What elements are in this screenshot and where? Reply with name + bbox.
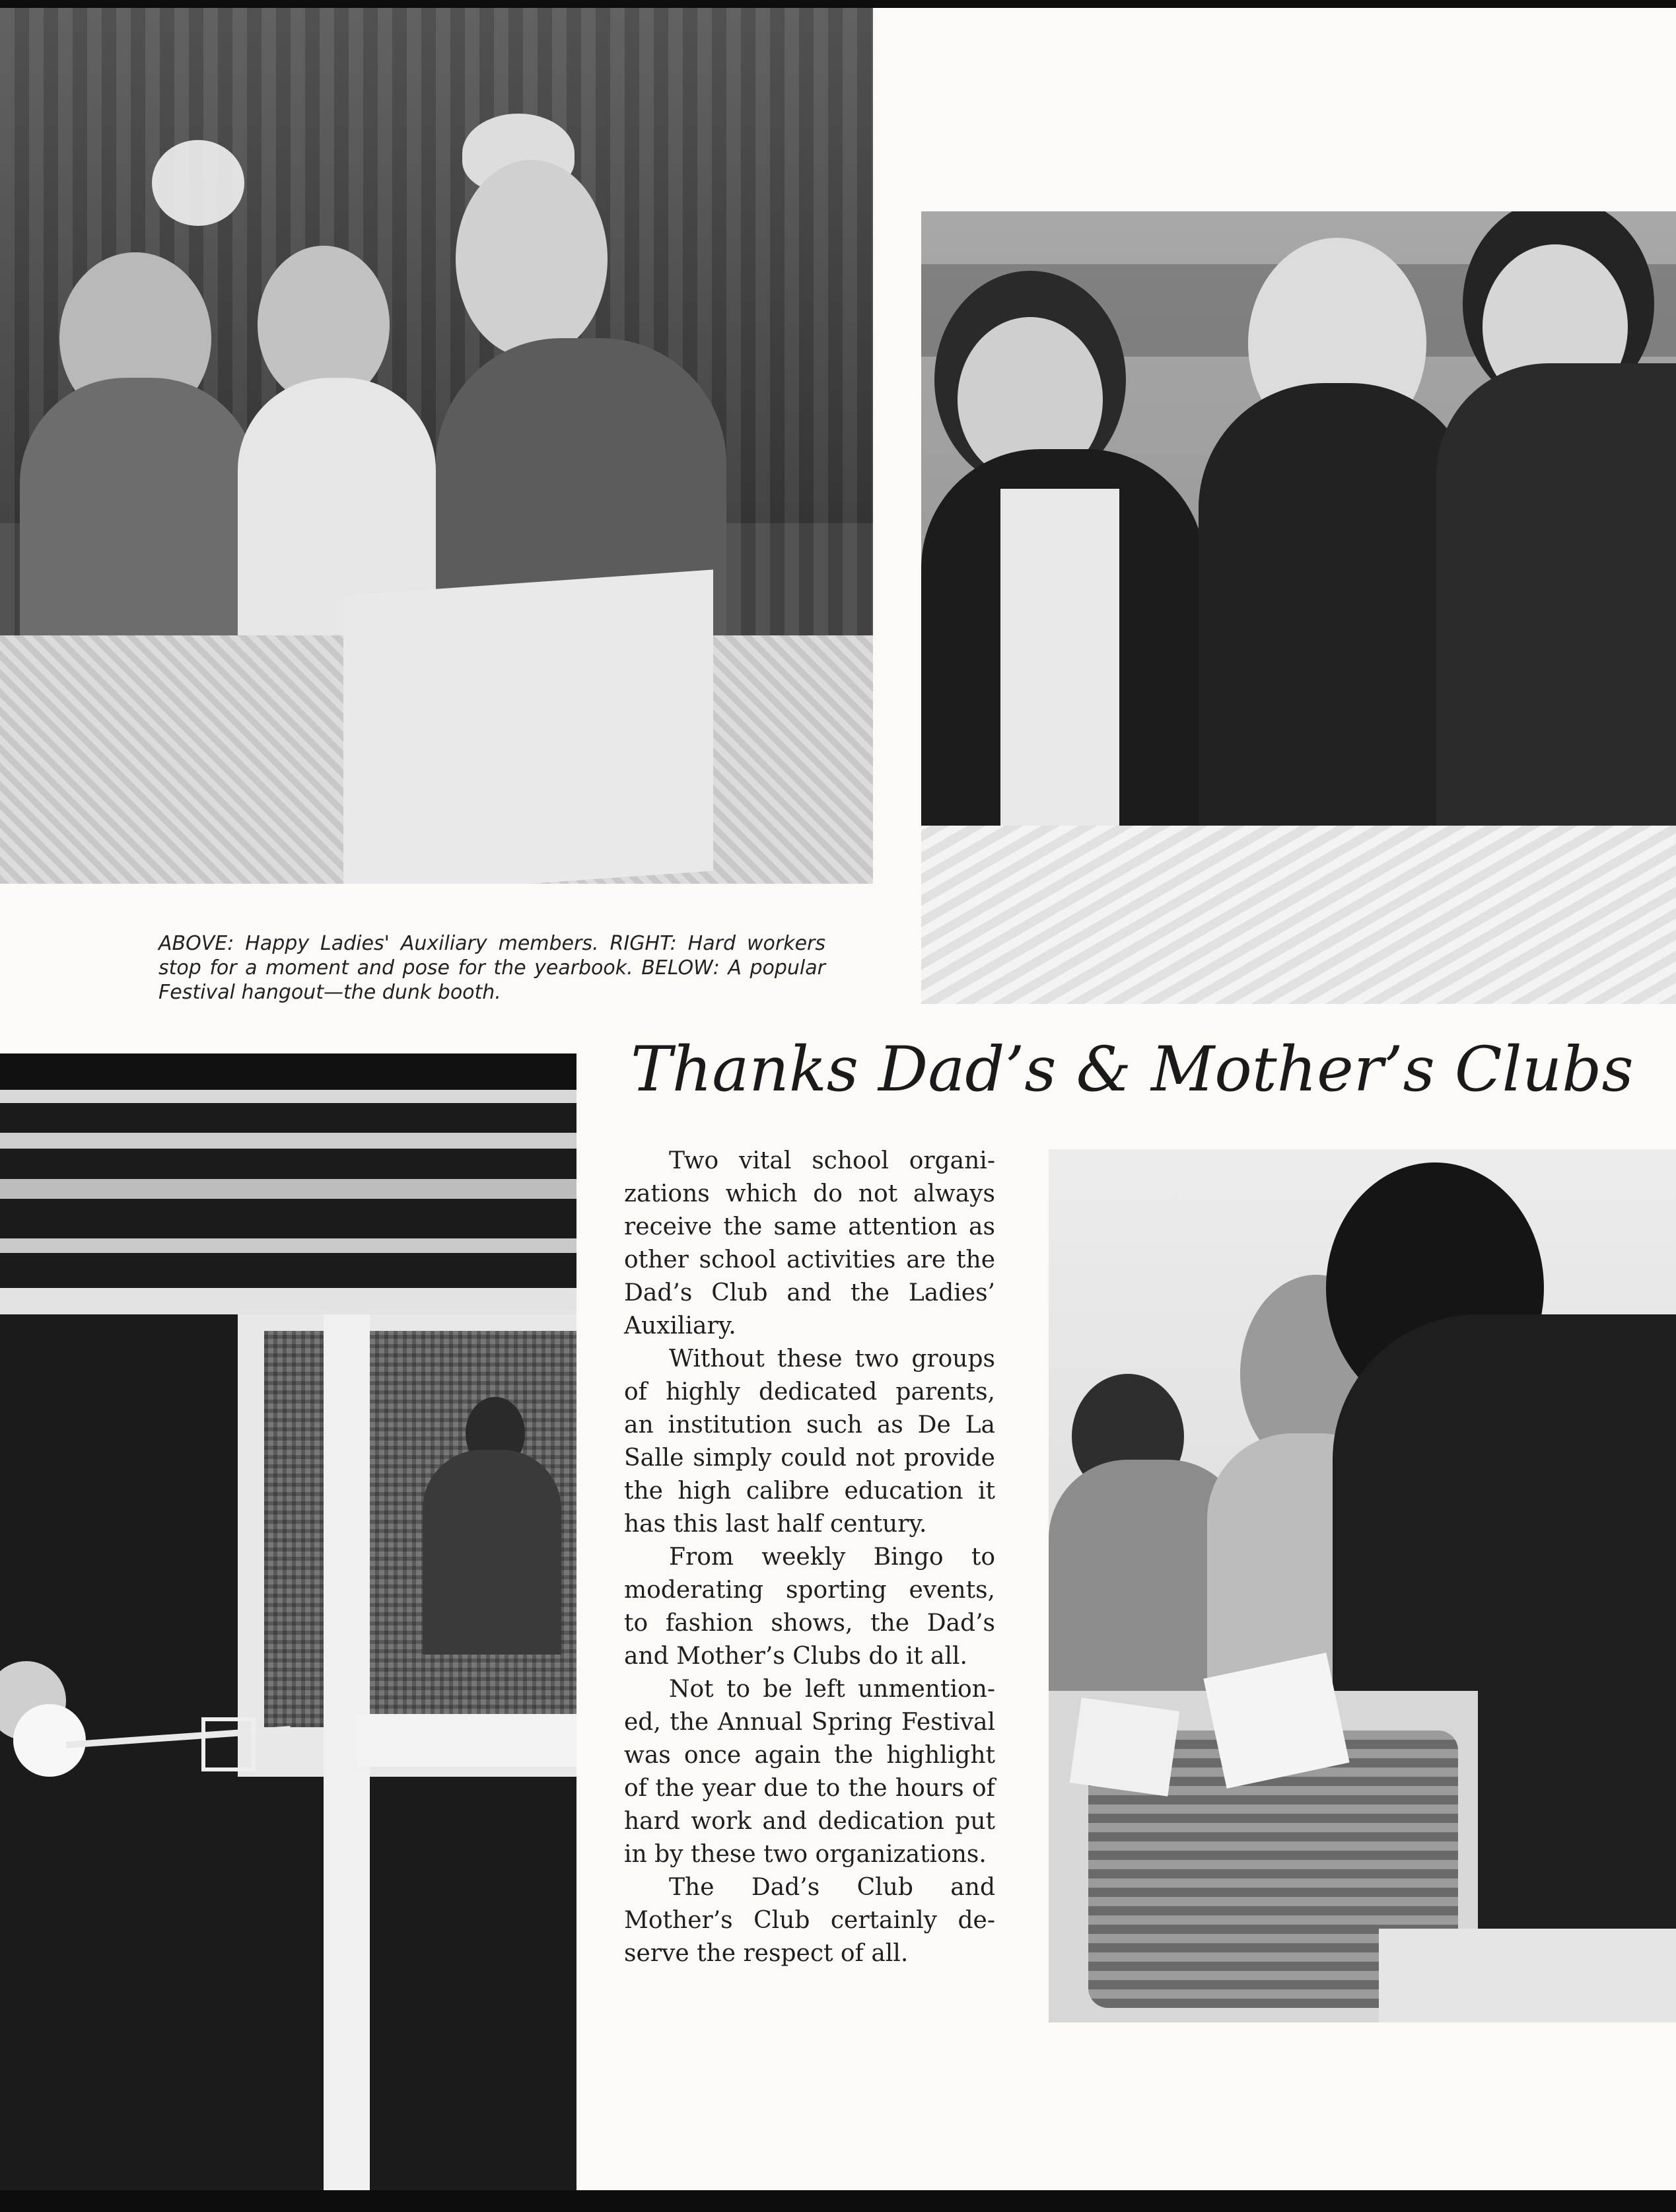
photo-hard-workers	[921, 211, 1676, 1004]
photo-parents-basket	[1049, 1149, 1676, 2022]
paragraph-3: From weekly Bingo to moderating sporting events, to fashion shows, the Dad’s and Mother’s Clubs do it all.	[624, 1544, 995, 1670]
article-body	[624, 1145, 995, 1970]
photo-ladies-auxiliary	[0, 8, 873, 884]
headline: Thanks Dad’s & Mother’s Clubs	[631, 1034, 1634, 1106]
photo-dunk-booth	[0, 1053, 576, 2190]
scan-edge-top	[0, 0, 1676, 8]
paragraph-2: Without these two groups of highly dedicated parents, an institution such as De La Salle simply could not provide the high calibre education it has this last half century.	[624, 1345, 995, 1538]
paragraph-1: Two vital school organizations which do not always receive the same attention as other school activities are the Dad’s Club and the Ladies’ Auxiliary.	[624, 1147, 995, 1339]
paragraph-4: Not to be left unmentioned, the Annual Spring Festival was once again the highlight of the year due to the hours of hard work and dedication put in by these two organizations.	[624, 1676, 995, 1868]
photo-caption: ABOVE: Happy Ladies' Auxiliary members. RIGHT: Hard workers stop for a moment and pose for the yearbook. BELOW: A popular Festival hangout—the dunk booth.	[158, 932, 825, 1004]
scan-edge-bottom	[0, 2190, 1676, 2212]
paragraph-5: The Dad’s Club and Mother’s Club certainly deserve the respect of all.	[624, 1874, 995, 1967]
